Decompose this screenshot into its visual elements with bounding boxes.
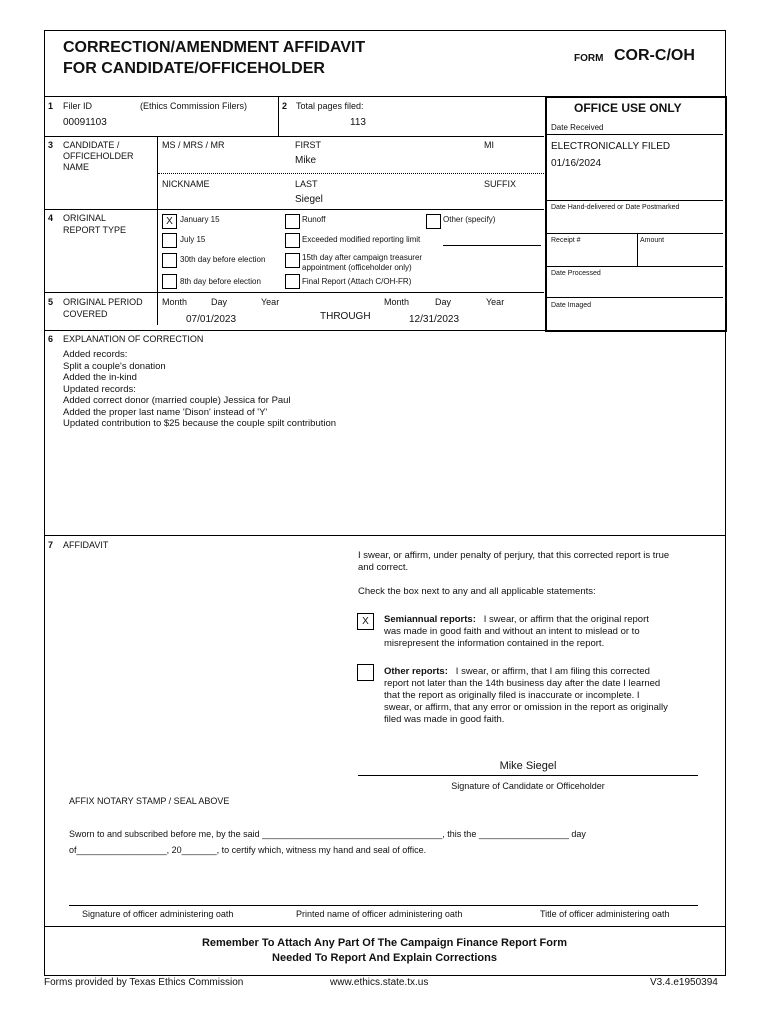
- other-line-5: filed was made in good faith.: [384, 714, 505, 725]
- office-use-title: OFFICE USE ONLY: [574, 101, 682, 115]
- 30th-day-label: 30th day before election: [180, 255, 266, 264]
- period-to-value: 12/31/2023: [409, 314, 460, 325]
- footer-website[interactable]: www.ethics.state.tx.us: [330, 977, 429, 988]
- period-from-value: 07/01/2023: [186, 314, 237, 325]
- reminder-line-2: Needed To Report And Explain Corrections: [272, 952, 497, 964]
- 8th-day-checkbox[interactable]: [162, 274, 177, 289]
- other-text: I swear, or affirm, that I am filing this corrected: [455, 666, 650, 677]
- sec1-number: 1: [48, 101, 54, 111]
- explanation-line: Added the in-kind: [63, 372, 137, 383]
- receipt-label: Receipt #: [551, 237, 581, 244]
- filed-status: ELECTRONICALLY FILED: [551, 141, 671, 152]
- runoff-checkbox[interactable]: [285, 214, 300, 229]
- explanation-label: EXPLANATION OF CORRECTION: [63, 334, 204, 344]
- total-pages-value: 113: [350, 117, 366, 128]
- explanation-line: Added records:: [63, 349, 128, 360]
- last-label: LAST: [295, 179, 318, 189]
- suffix-label: SUFFIX: [484, 179, 517, 189]
- sec7-number: 7: [48, 540, 54, 550]
- 15th-day-label-2: appointment (officeholder only): [302, 263, 412, 272]
- other-specify-line[interactable]: [443, 245, 541, 246]
- filed-date: 01/16/2024: [551, 158, 602, 169]
- form-title-line2: FOR CANDIDATE/OFFICEHOLDER: [63, 60, 325, 77]
- signature-label: Signature of Candidate or Officeholder: [451, 781, 605, 791]
- to-month-label: Month: [384, 297, 410, 307]
- sec2-number: 2: [282, 101, 288, 111]
- sec6-number: 6: [48, 334, 54, 344]
- 8th-day-label: 8th day before election: [180, 277, 261, 286]
- swear-line-1: I swear, or affirm, under penalty of perjury, that this corrected report is true: [358, 550, 670, 561]
- notary-label: AFFIX NOTARY STAMP / SEAL ABOVE: [69, 796, 230, 806]
- sworn-line-2: of__________________, 20_______, to certify which, witness my hand and seal of office.: [69, 845, 427, 855]
- 15th-day-checkbox[interactable]: [285, 253, 300, 268]
- filer-id-value: 00091103: [63, 117, 107, 128]
- final-report-checkbox[interactable]: [285, 274, 300, 289]
- footer-version: V3.4.e1950394: [650, 977, 718, 988]
- 30th-day-checkbox[interactable]: [162, 253, 177, 268]
- sec5-number: 5: [48, 297, 54, 307]
- other-line-1: [384, 666, 650, 678]
- exceeded-limit-label: Exceeded modified reporting limit: [302, 235, 421, 244]
- date-received-label: Date Received: [551, 123, 604, 132]
- explanation-line: Updated contribution to $25 because the couple spilt contribution: [63, 418, 337, 429]
- imaged-label: Date Imaged: [551, 302, 592, 309]
- last-name-value: Siegel: [295, 194, 323, 205]
- oath-name-label: Printed name of officer administering oath: [296, 909, 463, 919]
- first-label: FIRST: [295, 140, 321, 150]
- to-year-label: Year: [486, 297, 505, 307]
- sec3-number: 3: [48, 140, 54, 150]
- other-specify-label: Other (specify): [443, 215, 496, 224]
- other-line-3: that the report as originally filed is inaccurate or incomplete. I: [384, 690, 640, 701]
- through-label: THROUGH: [320, 311, 371, 322]
- period-label-2: COVERED: [63, 309, 108, 319]
- filer-id-sublabel: (Ethics Commission Filers): [140, 101, 248, 111]
- footer-provider: Forms provided by Texas Ethics Commission: [44, 977, 244, 988]
- other-specify-checkbox[interactable]: [426, 214, 441, 229]
- explanation-line: Added correct donor (married couple) Jessica for Paul: [63, 395, 291, 406]
- filer-id-label: Filer ID: [63, 101, 92, 111]
- form-code: COR-C/OH: [614, 47, 695, 64]
- from-year-label: Year: [261, 297, 280, 307]
- report-type-label-2: REPORT TYPE: [63, 225, 127, 235]
- other-line-2: report not later than the 14th business day after the date I learned: [384, 678, 661, 689]
- reminder-line-1: Remember To Attach Any Part Of The Campaign Finance Report Form: [201, 937, 568, 949]
- final-report-label: Final Report (Attach C/OH-FR): [302, 277, 412, 286]
- candidate-label-3: NAME: [63, 162, 90, 172]
- oath-signature-label: Signature of officer administering oath: [82, 909, 234, 919]
- semiannual-bold: Semiannual reports:: [384, 614, 476, 625]
- hand-delivered-label: Date Hand-delivered or Date Postmarked: [551, 204, 680, 211]
- mi-label: MI: [484, 140, 494, 150]
- explanation-text: [63, 349, 336, 430]
- period-label-1: ORIGINAL PERIOD: [63, 297, 143, 307]
- from-day-label: Day: [211, 297, 228, 307]
- candidate-label-2: OFFICEHOLDER: [63, 151, 134, 161]
- july-15-checkbox[interactable]: [162, 233, 177, 248]
- semiannual-checkbox[interactable]: X: [357, 613, 374, 630]
- explanation-line: Split a couple's donation: [63, 360, 166, 372]
- amount-label: Amount: [640, 237, 665, 244]
- runoff-label: Runoff: [302, 215, 326, 224]
- check-instruction: Check the box next to any and all applicable statements:: [358, 586, 596, 597]
- january-15-label: January 15: [180, 215, 220, 224]
- january-15-checkbox[interactable]: X: [162, 214, 177, 229]
- processed-label: Date Processed: [551, 270, 601, 277]
- signer-name: Mike Siegel: [499, 760, 557, 772]
- form-prefix: FORM: [574, 53, 604, 64]
- total-pages-label: Total pages filed:: [296, 101, 364, 111]
- july-15-label: July 15: [180, 235, 206, 244]
- from-month-label: Month: [162, 297, 188, 307]
- form-title-line1: CORRECTION/AMENDMENT AFFIDAVIT: [63, 39, 366, 56]
- sec4-number: 4: [48, 213, 54, 223]
- other-reports-checkbox[interactable]: [357, 664, 374, 681]
- other-bold: Other reports:: [384, 666, 448, 677]
- 15th-day-label: 15th day after campaign treasurer: [302, 253, 423, 262]
- exceeded-limit-checkbox[interactable]: [285, 233, 300, 248]
- candidate-label-1: CANDIDATE /: [63, 140, 120, 150]
- semiannual-line-3: misrepresent the information contained in the report.: [384, 638, 605, 649]
- prefix-label: MS / MRS / MR: [162, 140, 225, 150]
- explanation-line: Added the proper last name 'Dison' instead of 'Y': [63, 406, 268, 418]
- other-line-4: swear, or affirm, that any error or omission in the report as originally: [384, 702, 668, 713]
- first-name-value: Mike: [295, 155, 317, 166]
- semiannual-line-2: was made in good faith and without an intent to mislead or to: [384, 626, 640, 637]
- semiannual-line-1: [384, 614, 649, 626]
- to-day-label: Day: [435, 297, 452, 307]
- report-type-label-1: ORIGINAL: [63, 213, 107, 223]
- affidavit-label: AFFIDAVIT: [63, 540, 109, 550]
- oath-title-label: Title of officer administering oath: [540, 909, 670, 919]
- swear-line-2: and correct.: [358, 562, 409, 573]
- sworn-line-1: Sworn to and subscribed before me, by the said ____________________________________, this the __________________ day: [69, 829, 586, 839]
- nickname-label: NICKNAME: [162, 179, 210, 189]
- explanation-line: Updated records:: [63, 383, 136, 395]
- semiannual-text: I swear, or affirm that the original report: [483, 614, 649, 625]
